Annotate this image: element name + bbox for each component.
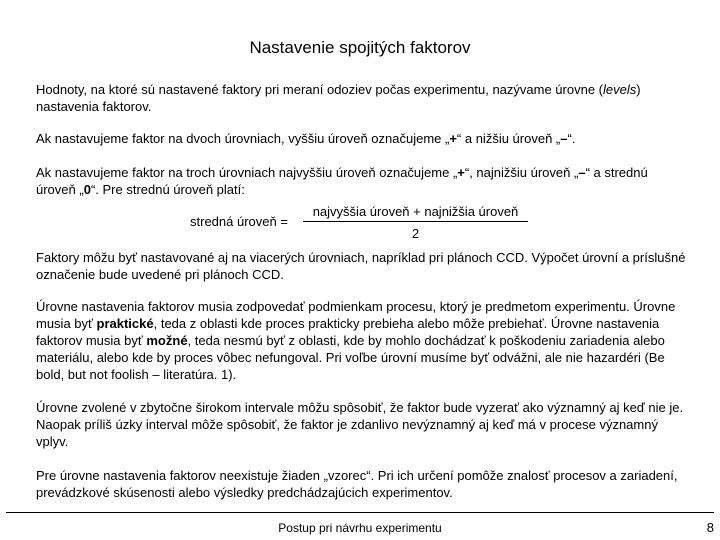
footer-title: Postup pri návrhu experimentu: [278, 521, 442, 535]
formula-denominator: 2: [411, 226, 420, 241]
zero-symbol: 0: [83, 182, 91, 197]
formula-numerator: najvyššia úroveň + najnižšia úroveň: [312, 204, 519, 219]
page-number: 8: [706, 520, 714, 535]
page-title: Nastavenie spojitých faktorov: [249, 38, 471, 57]
footer-divider: [6, 512, 714, 513]
middle-level-formula: [0, 201, 720, 245]
paragraph-interval-width: Úrovne zvolené v zbytočne širokom intervale môžu spôsobiť, že faktor bude vyzerať ako významný aj keď nie je. Naopak príliš úzky interval môže spôsobiť, že faktor je zdanlivo nevýznamný aj keď má v procese významný vplyv.: [36, 400, 684, 449]
paragraph-level-conditions: Úrovne nastavenia faktorov musia zodpovedať podmienkam procesu, ktorý je predmetom experimentu. Úrovne musia byť praktické, teda z oblasti kde proces prakticky prebieha alebo môže prebiehať. Úrovne nastavenia faktorov musia byť možné, teda nesmú byť z oblasti, kde by mohlo dochádzať k poškodeniu zariadenia alebo materiálu, alebo kde by proces vôbec nefungoval. Pri voľbe úrovní musíme byť odvážni, ale nie hazardéri (Be bold, but not foolish – literatúra. 1).: [36, 299, 676, 382]
formula-lhs: stredná úroveň =: [190, 214, 288, 229]
minus-symbol: –: [560, 131, 568, 146]
minus-symbol: –: [578, 165, 586, 180]
possible-term: možné: [146, 333, 188, 348]
plus-symbol: +: [457, 165, 465, 180]
paragraph-no-formula: Pre úrovne nastavenia faktorov neexistuje žiaden „vzorec“. Pri ich určení pomôže znalosť procesov a zariadení, prevádzkové skúsenosti alebo výsledky predchádzajúcich experimentov.: [36, 468, 678, 500]
paragraph-more-levels: Faktory môžu byť nastavované aj na viacerých úrovniach, napríklad pri plánoch CCD. Výpočet úrovní a príslušné označenie bude uvedené pri plánoch CCD.: [36, 250, 686, 282]
paragraph-two-levels: Ak nastavujeme faktor na dvoch úrovniach, vyššiu úroveň označujeme „+“ a nižšiu úroveň „–“.: [36, 131, 576, 146]
fraction-bar: [303, 221, 528, 222]
levels-term: levels: [603, 82, 637, 97]
paragraph-three-levels: Ak nastavujeme faktor na troch úrovniach najvyššiu úroveň označujeme „+“, najnižšiu úroveň „–“ a strednú úroveň „0“. Pre strednú úroveň platí:: [36, 165, 648, 197]
plus-symbol: +: [449, 131, 457, 146]
paragraph-levels-definition: Hodnoty, na ktoré sú nastavené faktory pri meraní odoziev počas experimentu, nazývame úrovne (levels) nastavenia faktorov.: [36, 82, 641, 114]
practical-term: praktické: [96, 316, 154, 331]
